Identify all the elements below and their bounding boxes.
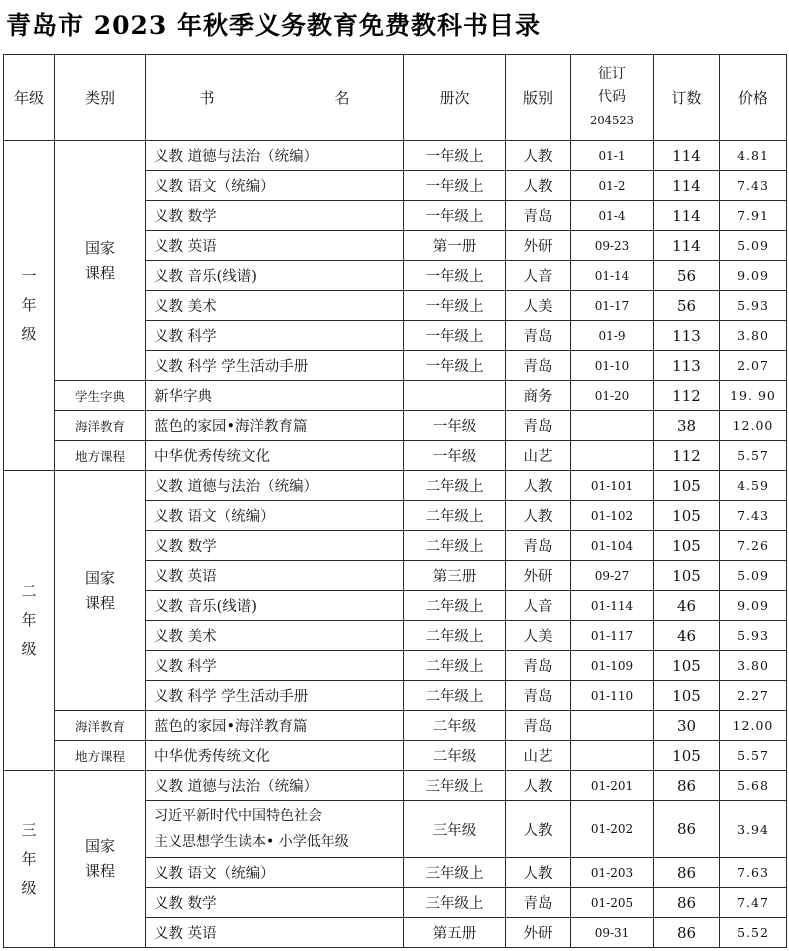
publisher-cell: 青岛 xyxy=(506,651,571,681)
publisher-cell: 青岛 xyxy=(506,411,571,441)
publisher-cell: 青岛 xyxy=(506,201,571,231)
book-title-cell: 义教 科学 xyxy=(146,321,404,351)
price-cell: 5.09 xyxy=(720,561,787,591)
header-title-left: 书 xyxy=(199,89,215,107)
order-code-cell: 09-23 xyxy=(571,231,654,261)
quantity-cell: 105 xyxy=(654,561,720,591)
order-code-cell: 01-14 xyxy=(571,261,654,291)
book-title-cell: 义教 数学 xyxy=(146,888,404,918)
publisher-cell: 青岛 xyxy=(506,681,571,711)
table-row xyxy=(4,771,787,801)
header-code-line1: 征订 xyxy=(598,66,626,82)
publisher-cell: 人教 xyxy=(506,801,571,858)
grade-label-char: 级 xyxy=(21,640,37,658)
price-cell: 5.93 xyxy=(720,621,787,651)
publisher-cell: 人教 xyxy=(506,858,571,888)
order-code-cell: 09-31 xyxy=(571,918,654,948)
book-title-cell: 中华优秀传统文化 xyxy=(146,741,404,771)
volume-cell: 第五册 xyxy=(404,918,506,948)
order-code-cell: 01-4 xyxy=(571,201,654,231)
header-publisher: 版别 xyxy=(506,55,571,141)
volume-cell: 一年级上 xyxy=(404,171,506,201)
quantity-cell: 46 xyxy=(654,621,720,651)
grade-label-char: 一 xyxy=(21,267,37,285)
volume-cell: 二年级上 xyxy=(404,651,506,681)
price-cell: 7.63 xyxy=(720,858,787,888)
volume-cell: 二年级上 xyxy=(404,501,506,531)
order-code-cell xyxy=(571,741,654,771)
category-cell xyxy=(55,711,146,741)
category-cell xyxy=(55,141,146,381)
order-code-cell: 01-17 xyxy=(571,291,654,321)
order-code-cell: 01-201 xyxy=(571,771,654,801)
quantity-cell: 105 xyxy=(654,681,720,711)
book-title-cell: 蓝色的家园•海洋教育篇 xyxy=(146,711,404,741)
price-cell: 7.43 xyxy=(720,171,787,201)
category-cell xyxy=(55,471,146,711)
quantity-cell: 112 xyxy=(654,441,720,471)
book-title-cell: 义教 语文（统编） xyxy=(146,858,404,888)
category-label: 海洋教育 xyxy=(74,718,125,734)
publisher-cell: 青岛 xyxy=(506,888,571,918)
header-code-line2: 代码 xyxy=(598,89,626,105)
publisher-cell: 外研 xyxy=(506,918,571,948)
price-cell: 5.09 xyxy=(720,231,787,261)
volume-cell: 二年级上 xyxy=(404,471,506,501)
quantity-cell: 56 xyxy=(654,291,720,321)
volume-cell: 二年级上 xyxy=(404,591,506,621)
quantity-cell: 105 xyxy=(654,471,720,501)
header-volume: 册次 xyxy=(404,55,506,141)
grade-label-char: 二 xyxy=(21,582,37,600)
volume-cell: 二年级 xyxy=(404,711,506,741)
book-title-cell: 义教 英语 xyxy=(146,918,404,948)
book-title-cell: 义教 英语 xyxy=(146,231,404,261)
quantity-cell: 86 xyxy=(654,888,720,918)
order-code-cell: 01-117 xyxy=(571,621,654,651)
category-label: 课程 xyxy=(84,862,115,880)
price-cell: 5.68 xyxy=(720,771,787,801)
price-cell: 2.27 xyxy=(720,681,787,711)
quantity-cell: 113 xyxy=(654,321,720,351)
quantity-cell: 114 xyxy=(654,201,720,231)
volume-cell: 第一册 xyxy=(404,231,506,261)
header-price: 价格 xyxy=(720,55,787,141)
publisher-cell: 青岛 xyxy=(506,321,571,351)
volume-cell: 二年级上 xyxy=(404,681,506,711)
category-cell xyxy=(55,771,146,948)
book-title-cell: 义教 音乐(线谱) xyxy=(146,261,404,291)
order-code-cell xyxy=(571,411,654,441)
order-code-cell: 01-1 xyxy=(571,141,654,171)
grade-cell xyxy=(4,771,55,948)
order-code-cell: 09-27 xyxy=(571,561,654,591)
book-title-cell: 义教 语文（统编） xyxy=(146,501,404,531)
category-label: 课程 xyxy=(84,263,115,282)
publisher-cell: 青岛 xyxy=(506,351,571,381)
quantity-cell: 46 xyxy=(654,591,720,621)
order-code-cell: 01-110 xyxy=(571,681,654,711)
price-cell: 2.07 xyxy=(720,351,787,381)
book-title-cell: 蓝色的家园•海洋教育篇 xyxy=(146,411,404,441)
volume-cell: 一年级上 xyxy=(404,141,506,171)
book-title-cell: 义教 美术 xyxy=(146,621,404,651)
category-label: 地方课程 xyxy=(74,748,125,764)
book-title-cell: 义教 科学 学生活动手册 xyxy=(146,681,404,711)
volume-cell: 一年级 xyxy=(404,411,506,441)
quantity-cell: 114 xyxy=(654,171,720,201)
volume-cell: 一年级上 xyxy=(404,261,506,291)
publisher-cell: 人音 xyxy=(506,591,571,621)
quantity-cell: 105 xyxy=(654,531,720,561)
volume-cell: 三年级上 xyxy=(404,888,506,918)
table-row xyxy=(4,411,787,441)
volume-cell xyxy=(404,381,506,411)
header-row xyxy=(4,55,787,141)
price-cell: 7.43 xyxy=(720,501,787,531)
header-title-right: 名 xyxy=(334,89,350,107)
publisher-cell: 人教 xyxy=(506,771,571,801)
price-cell: 19. 90 xyxy=(720,381,787,411)
table-row xyxy=(4,141,787,171)
book-title-cell xyxy=(146,801,404,858)
category-label: 学生字典 xyxy=(74,388,125,404)
table-body xyxy=(4,141,787,948)
volume-cell: 第三册 xyxy=(404,561,506,591)
book-title-cell: 义教 道德与法治（统编） xyxy=(146,141,404,171)
price-cell: 12.00 xyxy=(720,411,787,441)
grade-label-char: 年 xyxy=(21,611,37,629)
price-cell: 9.09 xyxy=(720,591,787,621)
volume-cell: 三年级 xyxy=(404,801,506,858)
grade-label-char: 年 xyxy=(21,849,37,868)
book-title-cell: 新华字典 xyxy=(146,381,404,411)
order-code-cell xyxy=(571,441,654,471)
book-title-cell: 义教 道德与法治（统编） xyxy=(146,771,404,801)
quantity-cell: 105 xyxy=(654,651,720,681)
order-code-cell: 01-114 xyxy=(571,591,654,621)
price-cell: 5.93 xyxy=(720,291,787,321)
publisher-cell: 青岛 xyxy=(506,531,571,561)
quantity-cell: 112 xyxy=(654,381,720,411)
grade-label-char: 年 xyxy=(21,296,37,314)
order-code-cell: 01-10 xyxy=(571,351,654,381)
book-title-line: 习近平新时代中国特色社会 xyxy=(154,808,322,824)
category-label: 国家 xyxy=(84,568,115,587)
publisher-cell: 人教 xyxy=(506,171,571,201)
price-cell: 3.80 xyxy=(720,651,787,681)
price-cell: 5.57 xyxy=(720,441,787,471)
header-title xyxy=(146,55,404,141)
publisher-cell: 外研 xyxy=(506,561,571,591)
publisher-cell: 人教 xyxy=(506,501,571,531)
order-code-cell: 01-203 xyxy=(571,858,654,888)
grade-cell xyxy=(4,141,55,471)
quantity-cell: 105 xyxy=(654,501,720,531)
order-code-cell: 01-101 xyxy=(571,471,654,501)
quantity-cell: 114 xyxy=(654,231,720,261)
table-row xyxy=(4,711,787,741)
category-cell xyxy=(55,441,146,471)
header-code-line3: 204523 xyxy=(590,113,634,127)
order-code-cell xyxy=(571,711,654,741)
category-label: 国家 xyxy=(84,238,115,257)
order-code-cell: 01-109 xyxy=(571,651,654,681)
publisher-cell: 人教 xyxy=(506,471,571,501)
grade-label-char: 级 xyxy=(21,878,37,897)
price-cell: 5.52 xyxy=(720,918,787,948)
book-title-cell: 中华优秀传统文化 xyxy=(146,441,404,471)
publisher-cell: 人音 xyxy=(506,261,571,291)
book-title-line: 主义思想学生读本• 小学低年级 xyxy=(154,834,349,850)
price-cell: 9.09 xyxy=(720,261,787,291)
publisher-cell: 山艺 xyxy=(506,441,571,471)
category-cell xyxy=(55,411,146,441)
volume-cell: 一年级上 xyxy=(404,201,506,231)
header-grade: 年级 xyxy=(4,55,55,141)
book-title-cell: 义教 音乐(线谱) xyxy=(146,591,404,621)
order-code-cell: 01-20 xyxy=(571,381,654,411)
order-code-cell: 01-104 xyxy=(571,531,654,561)
book-title-cell: 义教 道德与法治（统编） xyxy=(146,471,404,501)
volume-cell: 一年级上 xyxy=(404,321,506,351)
quantity-cell: 86 xyxy=(654,918,720,948)
book-title-cell: 义教 科学 xyxy=(146,651,404,681)
publisher-cell: 外研 xyxy=(506,231,571,261)
price-cell: 4.59 xyxy=(720,471,787,501)
book-title-cell: 义教 英语 xyxy=(146,561,404,591)
publisher-cell: 山艺 xyxy=(506,741,571,771)
order-code-cell: 01-2 xyxy=(571,171,654,201)
header-quantity: 订数 xyxy=(654,55,720,141)
price-cell: 3.80 xyxy=(720,321,787,351)
price-cell: 7.26 xyxy=(720,531,787,561)
table-row xyxy=(4,741,787,771)
quantity-cell: 86 xyxy=(654,858,720,888)
volume-cell: 二年级上 xyxy=(404,621,506,651)
book-title-cell: 义教 数学 xyxy=(146,531,404,561)
order-code-cell: 01-9 xyxy=(571,321,654,351)
quantity-cell: 86 xyxy=(654,771,720,801)
category-label: 国家 xyxy=(84,837,115,855)
order-code-cell: 01-205 xyxy=(571,888,654,918)
header-code xyxy=(571,55,654,141)
book-title-cell: 义教 科学 学生活动手册 xyxy=(146,351,404,381)
volume-cell: 二年级上 xyxy=(404,531,506,561)
category-label: 海洋教育 xyxy=(74,418,125,434)
textbook-catalog-table xyxy=(3,54,787,948)
table-header xyxy=(4,55,787,141)
price-cell: 7.47 xyxy=(720,888,787,918)
publisher-cell: 商务 xyxy=(506,381,571,411)
quantity-cell: 38 xyxy=(654,411,720,441)
category-label: 地方课程 xyxy=(74,448,125,464)
order-code-cell: 01-102 xyxy=(571,501,654,531)
quantity-cell: 113 xyxy=(654,351,720,381)
quantity-cell: 114 xyxy=(654,141,720,171)
header-category: 类别 xyxy=(55,55,146,141)
table-row xyxy=(4,381,787,411)
publisher-cell: 人美 xyxy=(506,291,571,321)
grade-label-char: 级 xyxy=(21,325,37,343)
order-code-cell: 01-202 xyxy=(571,801,654,858)
book-title-cell: 义教 语文（统编） xyxy=(146,171,404,201)
publisher-cell: 人教 xyxy=(506,141,571,171)
price-cell: 7.91 xyxy=(720,201,787,231)
volume-cell: 一年级上 xyxy=(404,351,506,381)
category-cell xyxy=(55,381,146,411)
price-cell: 5.57 xyxy=(720,741,787,771)
quantity-cell: 105 xyxy=(654,741,720,771)
grade-label-char: 三 xyxy=(21,820,37,839)
quantity-cell: 56 xyxy=(654,261,720,291)
book-title-cell: 义教 数学 xyxy=(146,201,404,231)
quantity-cell: 86 xyxy=(654,801,720,858)
table-row xyxy=(4,441,787,471)
volume-cell: 一年级 xyxy=(404,441,506,471)
price-cell: 4.81 xyxy=(720,141,787,171)
grade-cell xyxy=(4,471,55,771)
table-row xyxy=(4,471,787,501)
price-cell: 12.00 xyxy=(720,711,787,741)
volume-cell: 二年级 xyxy=(404,741,506,771)
publisher-cell: 人美 xyxy=(506,621,571,651)
quantity-cell: 30 xyxy=(654,711,720,741)
price-cell: 3.94 xyxy=(720,801,787,858)
volume-cell: 一年级上 xyxy=(404,291,506,321)
category-label: 课程 xyxy=(84,593,115,612)
publisher-cell: 青岛 xyxy=(506,711,571,741)
book-title-cell: 义教 美术 xyxy=(146,291,404,321)
page-title: 青岛市 2023 年秋季义务教育免费教科书目录 xyxy=(6,11,541,40)
volume-cell: 三年级上 xyxy=(404,771,506,801)
category-cell xyxy=(55,741,146,771)
volume-cell: 三年级上 xyxy=(404,858,506,888)
